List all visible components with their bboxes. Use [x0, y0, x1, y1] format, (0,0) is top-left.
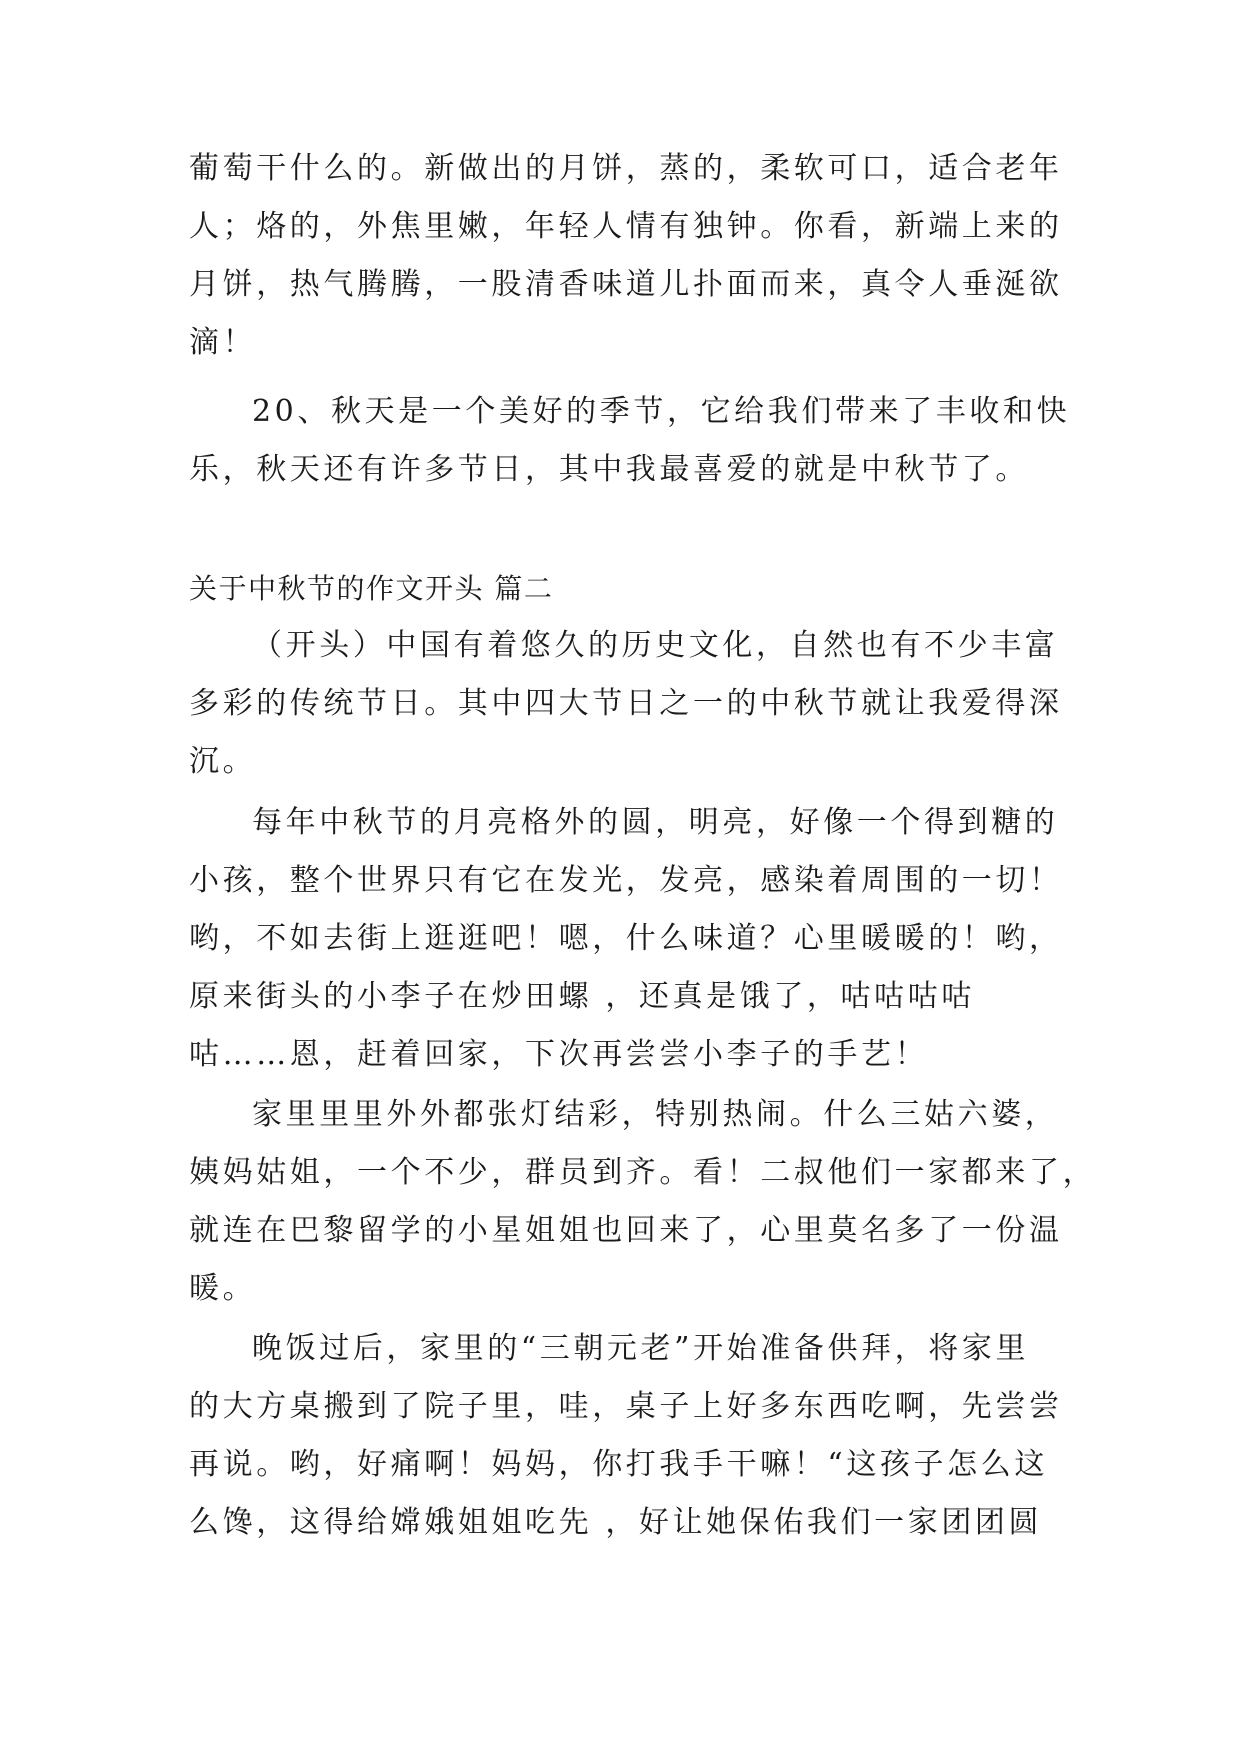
text-line: 多彩的传统节日。其中四大节日之一的中秋节就让我爱得深 [189, 686, 1063, 721]
paragraph-start-line: 晚饭过后，家里的“三朝元老”开始准备供拜，将家里 [252, 1331, 1030, 1366]
text-line: 就连在巴黎留学的小星姐姐也回来了，心里莫名多了一份温 [189, 1213, 1063, 1248]
paragraph-start-line: 家里里里外外都张灯结彩，特别热闹。什么三姑六婆， [252, 1097, 1059, 1132]
section-heading: 关于中秋节的作文开头 篇二 [189, 572, 554, 605]
text-line: 再说。哟，好痛啊！妈妈，你打我手干嘛！“这孩子怎么这 [189, 1447, 1048, 1482]
text-line: 的大方桌搬到了院子里，哇，桌子上好多东西吃啊，先尝尝 [189, 1389, 1063, 1424]
text-line: 哟，不如去街上逛逛吧！嗯，什么味道？心里暖暖的！哟， [189, 921, 1063, 956]
text-line: 么馋，这得给嫦娥姐姐吃先 ，好让她保佑我们一家团团圆 [189, 1505, 1043, 1540]
paragraph-start-line: 每年中秋节的月亮格外的圆，明亮，好像一个得到糖的 [252, 805, 1059, 840]
text-line: 沉。 [189, 744, 257, 779]
text-line: 乐，秋天还有许多节日，其中我最喜爱的就是中秋节了。 [189, 452, 1029, 487]
text-line: 月饼，热气腾腾，一股清香味道儿扑面而来，真令人垂涎欲 [189, 267, 1063, 302]
paragraph-start-line: 20、秋天是一个美好的季节，它给我们带来了丰收和快 [252, 394, 1071, 429]
text-line: 暖。 [189, 1271, 257, 1306]
text-line: 姨妈姑姐，一个不少，群员到齐。看！二叔他们一家都来了， [189, 1155, 1097, 1190]
text-line: 原来街头的小李子在炒田螺 ，还真是饿了，咕咕咕咕 [189, 979, 975, 1014]
text-line: 滴！ [189, 325, 257, 360]
text-line: 葡萄干什么的。新做出的月饼，蒸的，柔软可口，适合老年 [189, 151, 1063, 186]
text-line: 咕……恩，赶着回家，下次再尝尝小李子的手艺！ [189, 1037, 929, 1072]
text-line: 小孩，整个世界只有它在发光，发亮，感染着周围的一切！ [189, 863, 1063, 898]
paragraph-start-line: （开头）中国有着悠久的历史文化，自然也有不少丰富 [252, 628, 1059, 663]
text-line: 人；烙的，外焦里嫩，年轻人情有独钟。你看，新端上来的 [189, 209, 1063, 244]
